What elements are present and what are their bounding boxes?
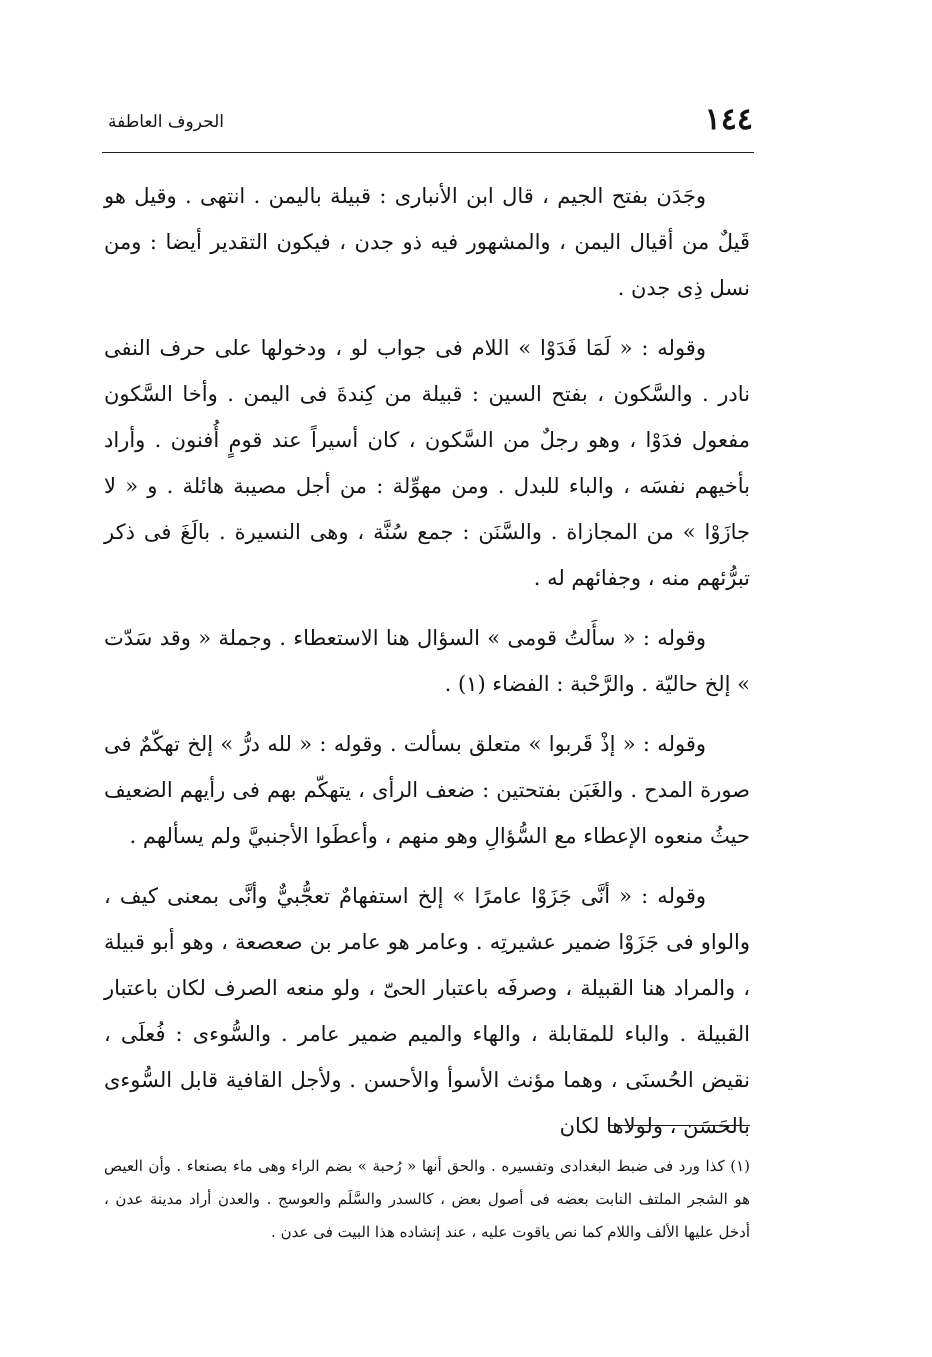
footnotes [104,1150,750,1249]
footnote-text: كذا ورد فى ضبط البغدادى وتفسيره . والحق أنها « رُحبة » بضم الراء وهى ماء بصنعاء . وأن العيص هو الشجر الملتف النابت بعضه فى أصول بعض ، كالسدر والسَّلَم والعوسج . والعدن أراد مدينة عدن ، أدخل عليها الألف واللام كما نص ياقوت عليه ، عند إنشاده هذا البيت فى عدن . [104,1157,750,1241]
footnote [104,1150,750,1249]
paragraph: وجَدَن بفتح الجيم ، قال ابن الأنبارى : قبيلة باليمن . انتهى . وقيل هو قَيلٌ من أقيال اليمن ، والمشهور فيه ذو جدن ، فيكون التقدير أيضا : ومن نسل ذِى جدن . [104,184,750,300]
footnote-marker: (١) [730,1157,750,1175]
page-header [108,102,753,142]
footnote-separator [608,1125,750,1126]
running-title: الحروف العاطفة [108,112,225,132]
header-rule [102,152,754,153]
paragraph: وقوله : « إذْ قَربوا » متعلق بسألت . وقوله : « لله درُّ » إلخ تهكّمٌ فى صورة المدح . والغَبَن بفتحتين : ضعف الرأى ، يتهكّم بهم فى رأيهم الضعيف حيثُ منعوه الإعطاء مع السُّؤالِ وهو منهم ، وأعطَوا الأجنبيَّ ولم يسألهم . [104,732,750,848]
paragraph: وقوله : « لَمَا فَدَوْا » اللام فى جواب لو ، ودخولها على حرف النفى نادر . والسَّكون ، بفتح السين : قبيلة من كِندةَ فى اليمن . وأخا السَّكون مفعول فدَوْا ، وهو رجلٌ من السَّكون ، كان أسيراً عند قومٍ أُفنون . وأراد بأخيهم نفسَه ، والباء للبدل . ومن مهوِّلة : من أجل مصيبة هائلة . و « لا جازَوْا » من المجازاة . والسَّنَن : جمع سُنَّة ، وهى النسيرة . بالَغَ فى ذكر تبرُّئهم منه ، وجفائهم له . [104,336,750,590]
page-number: ١٤٤ [704,102,753,137]
main-text [104,173,750,1149]
paragraph: وقوله : « أنَّى جَزَوْا عامرًا » إلخ استفهامٌ تعجُّبيٌّ وأنَّى بمعنى كيف ، والواو فى جَزَوْا ضمير عشيرتِه . وعامر هو عامر بن صعصعة ، وهو أبو قبيلة ، والمراد هنا القبيلة ، وصرفَه باعتبار الحىّ ، ولو منعه الصرف لكان باعتبار القبيلة . والباء للمقابلة ، والهاء والميم ضمير عامر . والسُّوءى : فُعلَى ، نقيض الحُسنَى ، وهما مؤنث الأسوأ والأحسن . ولأجل القافية قابل السُّوءى بالحَسَن ، ولولاها لكان [104,884,750,1138]
paragraph: وقوله : « سأَلتُ قومى » السؤال هنا الاستعطاء . وجملة « وقد سَدّت » إلخ حاليّة . والرَّحْبة : الفضاء (١) . [104,626,750,696]
